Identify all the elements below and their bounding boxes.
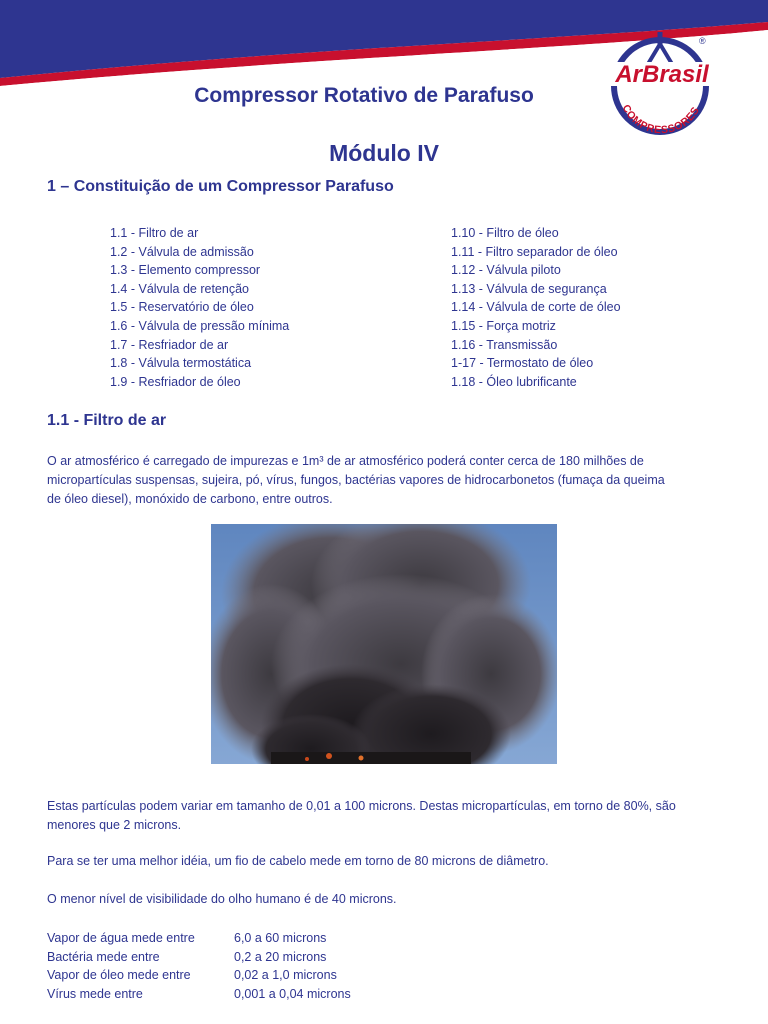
particle-size-table [47, 929, 351, 1003]
component-item: 1.8 - Válvula termostática [110, 356, 252, 371]
size-value: 6,0 a 60 microns [234, 931, 327, 945]
component-item: 1.11 - Filtro separador de óleo [451, 244, 618, 259]
section-1-1-heading: 1.1 - Filtro de ar [47, 412, 167, 429]
size-value: 0,02 a 1,0 microns [234, 968, 337, 982]
components-list-left [110, 224, 289, 391]
component-item: 1.2 - Válvula de admissão [110, 244, 254, 259]
component-item: 1.4 - Válvula de retenção [110, 281, 249, 296]
component-item: 1.14 - Válvula de corte de óleo [451, 300, 621, 315]
component-item: 1.7 - Resfriador de ar [110, 337, 229, 352]
arbrasil-logo [598, 28, 728, 138]
component-item: 1.6 - Válvula de pressão mínima [110, 318, 290, 333]
component-item: 1.1 - Filtro de ar [110, 226, 199, 240]
component-item: 1-17 - Termostato de óleo [451, 356, 594, 371]
visibility-paragraph: O menor nível de visibilidade do olho humano é de 40 microns. [47, 892, 397, 906]
component-item: 1.3 - Elemento compressor [110, 263, 261, 278]
component-item: 1.9 - Resfriador de óleo [110, 374, 241, 389]
component-item: 1.18 - Óleo lubrificante [451, 374, 577, 389]
size-row [47, 929, 351, 948]
logo-brand-text: ArBrasil [615, 61, 709, 88]
component-item: 1.16 - Transmissão [451, 337, 558, 352]
intro-paragraph: O ar atmosférico é carregado de impurezas e 1m³ de ar atmosférico poderá conter cerca de 180 milhões de micropartículas suspensas, sujeira, pó, vírus, fungos, bactérias vapores de hidrocarbonetos (fumaça da queima de óleo diesel), monóxido de carbono, entre outros. [47, 454, 665, 506]
logo-registered-mark: ® [699, 36, 706, 46]
particle-size-paragraph: Estas partículas podem variar em tamanho de 0,01 a 100 microns. Destas micropartículas, em torno de 80%, são menores que 2 microns. [47, 799, 676, 832]
component-item: 1.15 - Força motriz [451, 318, 556, 333]
section-1-heading: 1 – Constituição de um Compressor Parafuso [47, 178, 394, 195]
size-label: Vapor de óleo mede entre [47, 968, 191, 982]
logo-sub-text: COMPRESSORES [619, 102, 703, 137]
component-item: 1.10 - Filtro de óleo [451, 226, 559, 240]
size-row [47, 966, 351, 985]
size-label: Bactéria mede entre [47, 949, 160, 964]
smoke-photo [211, 524, 557, 764]
document-title: Compressor Rotativo de Parafuso [194, 84, 534, 107]
size-value: 0,2 a 20 microns [234, 949, 327, 964]
components-list-right [451, 224, 621, 391]
size-label: Vírus mede entre [47, 986, 143, 1001]
size-row [47, 948, 351, 967]
module-title: Módulo IV [329, 140, 439, 166]
component-item: 1.5 - Reservatório de óleo [110, 300, 254, 315]
component-item: 1.13 - Válvula de segurança [451, 281, 607, 296]
size-label: Vapor de água mede entre [47, 931, 195, 945]
size-value: 0,001 a 0,04 microns [234, 986, 351, 1001]
component-item: 1.12 - Válvula piloto [451, 263, 561, 278]
hair-comparison-paragraph: Para se ter uma melhor idéia, um fio de cabelo mede em torno de 80 microns de diâmetro. [47, 854, 549, 868]
size-row [47, 985, 351, 1004]
